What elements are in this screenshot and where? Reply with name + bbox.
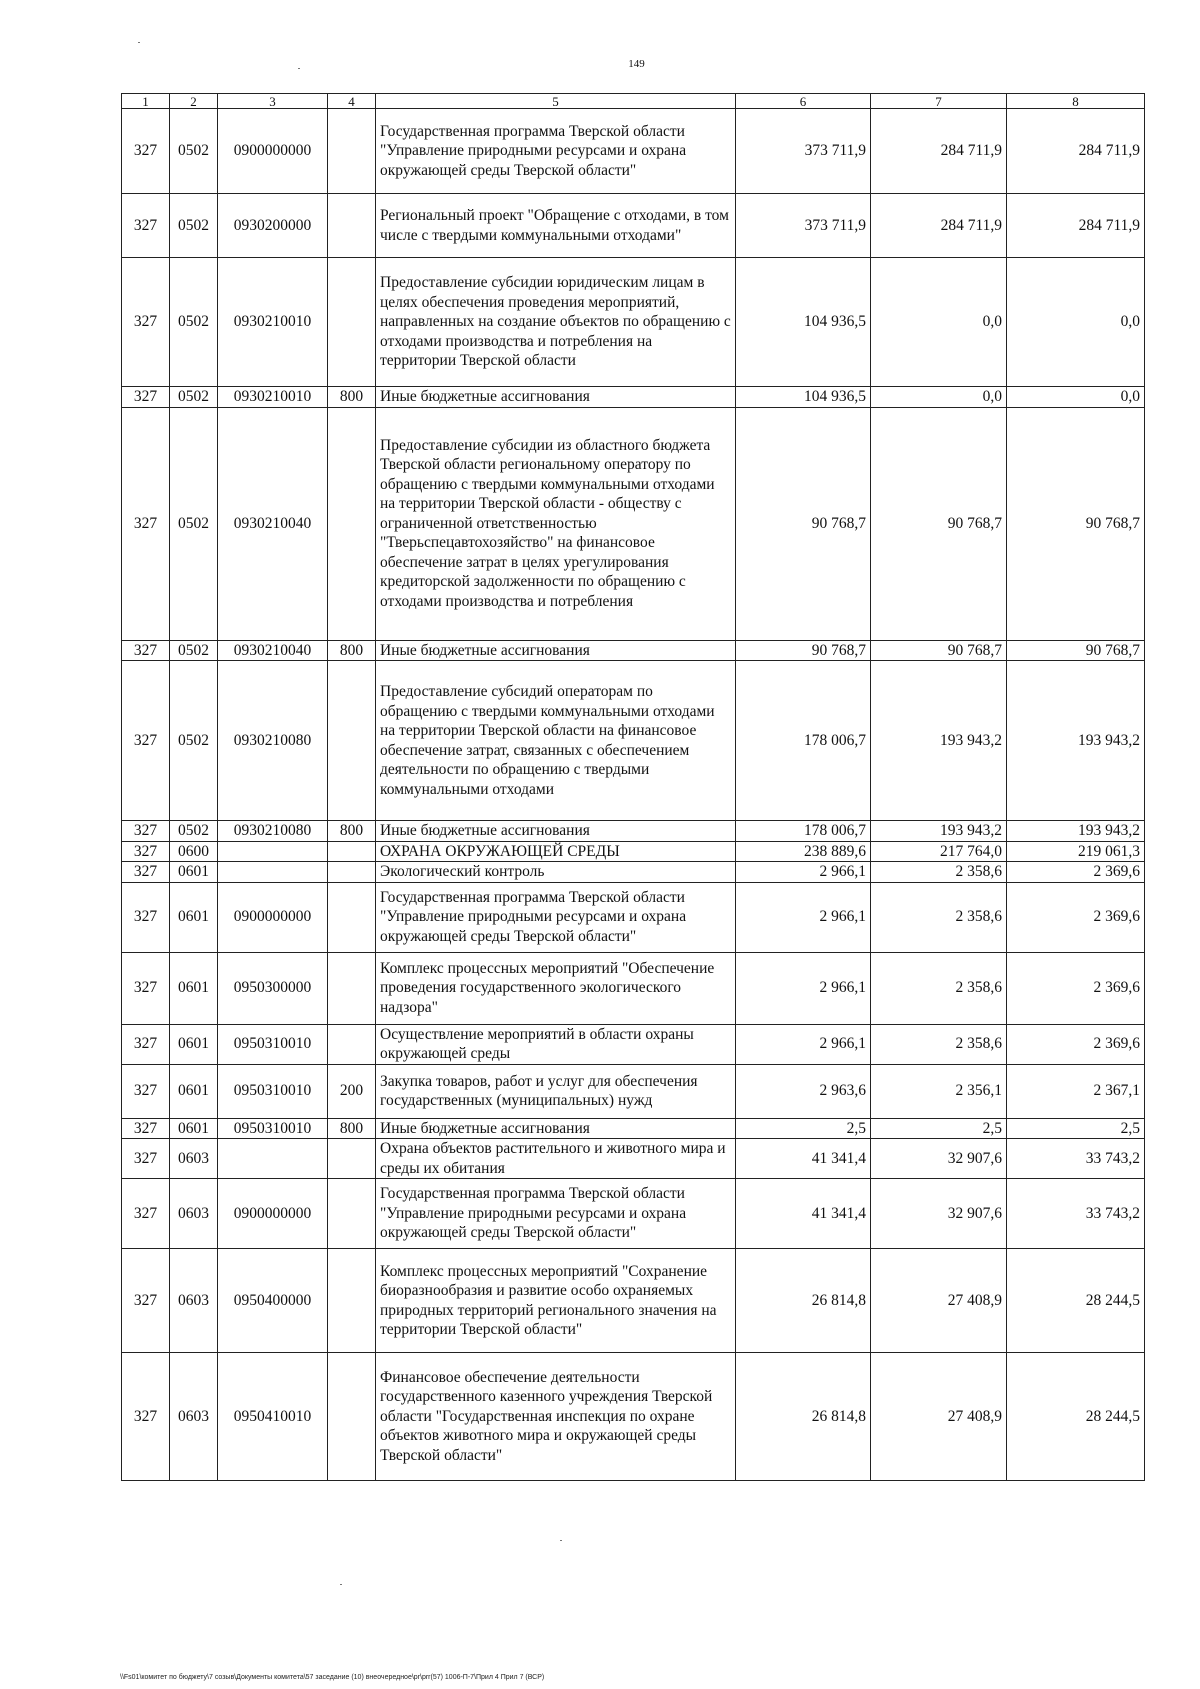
- amount-col-7: 2 358,6: [871, 952, 1007, 1024]
- table-row: [122, 1353, 1145, 1481]
- amount-col-7: 2,5: [871, 1118, 1007, 1139]
- amount-col-8: 0,0: [1007, 387, 1145, 408]
- amount-col-7: 2 358,6: [871, 1024, 1007, 1064]
- amount-col-6: 2 963,6: [736, 1064, 871, 1118]
- amount-col-6: 90 768,7: [736, 407, 871, 640]
- item-name: Региональный проект "Обращение с отходами, в том числе с твердыми коммунальными отходами": [376, 194, 736, 258]
- section-code: 0603: [170, 1353, 218, 1481]
- expense-type-code: 800: [328, 387, 376, 408]
- amount-col-6: 2 966,1: [736, 862, 871, 883]
- table-row: [122, 640, 1145, 661]
- column-header: 1: [122, 94, 170, 109]
- amount-col-7: 27 408,9: [871, 1353, 1007, 1481]
- table-row: [122, 841, 1145, 862]
- budget-code: 327: [122, 258, 170, 387]
- footer-file-path: \\Fs01\комитет по бюджету\7 созыв\Документы комитета\57 заседание (10) внеочередное\pr\prr(57) 1006-П-7\Прил 4 Прил 7 (ВСР): [120, 1674, 545, 1681]
- item-name: Предоставление субсидии из областного бюджета Тверской области региональному оператору по обращению с твердыми коммунальными отходами на территории Тверской области - обществу с ограниченной ответственностью "Тверьспецавтохозяйство" на финансовое обеспечение затрат в целях урегулирования кредиторской задолженности по обращению с отходами производства и потребления: [376, 407, 736, 640]
- scan-speck: [138, 42, 140, 43]
- table-row: [122, 1118, 1145, 1139]
- amount-col-6: 104 936,5: [736, 258, 871, 387]
- table-header-row: [122, 94, 1145, 109]
- amount-col-8: 193 943,2: [1007, 821, 1145, 842]
- column-header: 5: [376, 94, 736, 109]
- amount-col-8: 193 943,2: [1007, 661, 1145, 821]
- amount-col-7: 90 768,7: [871, 640, 1007, 661]
- target-article-code: 0950400000: [218, 1249, 328, 1353]
- table-row: [122, 952, 1145, 1024]
- expense-type-code: 800: [328, 1118, 376, 1139]
- column-header: 7: [871, 94, 1007, 109]
- section-code: 0601: [170, 1118, 218, 1139]
- section-code: 0502: [170, 407, 218, 640]
- expense-type-code: 800: [328, 640, 376, 661]
- amount-col-6: 41 341,4: [736, 1179, 871, 1249]
- scan-speck: [340, 1584, 342, 1585]
- amount-col-8: 90 768,7: [1007, 640, 1145, 661]
- target-article-code: 0900000000: [218, 1179, 328, 1249]
- budget-code: 327: [122, 109, 170, 194]
- section-code: 0502: [170, 258, 218, 387]
- amount-col-6: 26 814,8: [736, 1353, 871, 1481]
- budget-code: 327: [122, 1353, 170, 1481]
- amount-col-7: 2 358,6: [871, 882, 1007, 952]
- amount-col-7: 0,0: [871, 258, 1007, 387]
- expense-type-code: [328, 661, 376, 821]
- amount-col-8: 90 768,7: [1007, 407, 1145, 640]
- expense-type-code: [328, 1024, 376, 1064]
- column-header: 8: [1007, 94, 1145, 109]
- amount-col-6: 373 711,9: [736, 194, 871, 258]
- section-code: 0601: [170, 952, 218, 1024]
- expense-type-code: [328, 952, 376, 1024]
- amount-col-7: 32 907,6: [871, 1139, 1007, 1179]
- amount-col-7: 27 408,9: [871, 1249, 1007, 1353]
- table-row: [122, 194, 1145, 258]
- target-article-code: 0930210080: [218, 821, 328, 842]
- target-article-code: 0930210010: [218, 387, 328, 408]
- item-name: Финансовое обеспечение деятельности государственного казенного учреждения Тверской области "Государственная инспекция по охране объектов животного мира и окружающей среды Тверской области": [376, 1353, 736, 1481]
- section-code: 0502: [170, 661, 218, 821]
- item-name: Государственная программа Тверской области "Управление природными ресурсами и охрана окружающей среды Тверской области": [376, 882, 736, 952]
- section-code: 0502: [170, 821, 218, 842]
- amount-col-7: 90 768,7: [871, 407, 1007, 640]
- target-article-code: [218, 862, 328, 883]
- budget-code: 327: [122, 194, 170, 258]
- target-article-code: 0900000000: [218, 882, 328, 952]
- budget-code: 327: [122, 407, 170, 640]
- section-code: 0601: [170, 1064, 218, 1118]
- amount-col-8: 2 369,6: [1007, 1024, 1145, 1064]
- amount-col-6: 2,5: [736, 1118, 871, 1139]
- item-name: Государственная программа Тверской области "Управление природными ресурсами и охрана окружающей среды Тверской области": [376, 1179, 736, 1249]
- budget-code: 327: [122, 821, 170, 842]
- target-article-code: 0930200000: [218, 194, 328, 258]
- amount-col-8: 33 743,2: [1007, 1139, 1145, 1179]
- item-name: Предоставление субсидии юридическим лицам в целях обеспечения проведения мероприятий, направленных на создание объектов по обращению с отходами производства и потребления на территории Тверской области: [376, 258, 736, 387]
- section-code: 0502: [170, 109, 218, 194]
- amount-col-6: 26 814,8: [736, 1249, 871, 1353]
- target-article-code: 0930210010: [218, 258, 328, 387]
- expense-type-code: [328, 862, 376, 883]
- amount-col-8: 28 244,5: [1007, 1353, 1145, 1481]
- amount-col-7: 284 711,9: [871, 109, 1007, 194]
- budget-code: 327: [122, 841, 170, 862]
- budget-code: 327: [122, 952, 170, 1024]
- target-article-code: [218, 841, 328, 862]
- amount-col-8: 28 244,5: [1007, 1249, 1145, 1353]
- amount-col-7: 2 356,1: [871, 1064, 1007, 1118]
- amount-col-7: 284 711,9: [871, 194, 1007, 258]
- item-name: Государственная программа Тверской области "Управление природными ресурсами и охрана окружающей среды Тверской области": [376, 109, 736, 194]
- section-code: 0601: [170, 862, 218, 883]
- column-header: 3: [218, 94, 328, 109]
- column-header: 6: [736, 94, 871, 109]
- budget-code: 327: [122, 661, 170, 821]
- budget-code: 327: [122, 1024, 170, 1064]
- expense-type-code: [328, 841, 376, 862]
- table-row: [122, 821, 1145, 842]
- page-number: 149: [628, 58, 645, 70]
- section-code: 0600: [170, 841, 218, 862]
- target-article-code: 0950310010: [218, 1024, 328, 1064]
- amount-col-6: 2 966,1: [736, 882, 871, 952]
- expense-type-code: 800: [328, 821, 376, 842]
- amount-col-8: 284 711,9: [1007, 109, 1145, 194]
- amount-col-8: 219 061,3: [1007, 841, 1145, 862]
- expense-type-code: [328, 1353, 376, 1481]
- target-article-code: 0950300000: [218, 952, 328, 1024]
- amount-col-7: 217 764,0: [871, 841, 1007, 862]
- amount-col-6: 2 966,1: [736, 952, 871, 1024]
- table-row: [122, 1024, 1145, 1064]
- target-article-code: [218, 1139, 328, 1179]
- budget-code: 327: [122, 1249, 170, 1353]
- amount-col-8: 2,5: [1007, 1118, 1145, 1139]
- table-row: [122, 1249, 1145, 1353]
- item-name: Комплекс процессных мероприятий "Обеспечение проведения государственного экологического надзора": [376, 952, 736, 1024]
- table-row: [122, 1064, 1145, 1118]
- amount-col-8: 284 711,9: [1007, 194, 1145, 258]
- expense-type-code: [328, 407, 376, 640]
- budget-code: 327: [122, 882, 170, 952]
- target-article-code: 0950310010: [218, 1064, 328, 1118]
- section-code: 0502: [170, 387, 218, 408]
- table-row: [122, 862, 1145, 883]
- amount-col-7: 2 358,6: [871, 862, 1007, 883]
- amount-col-6: 238 889,6: [736, 841, 871, 862]
- budget-table: [121, 93, 1145, 1481]
- item-name: Иные бюджетные ассигнования: [376, 1118, 736, 1139]
- expense-type-code: [328, 1249, 376, 1353]
- table-row: [122, 1179, 1145, 1249]
- budget-code: 327: [122, 1139, 170, 1179]
- expense-type-code: [328, 258, 376, 387]
- amount-col-6: 178 006,7: [736, 821, 871, 842]
- budget-code: 327: [122, 1064, 170, 1118]
- target-article-code: 0930210080: [218, 661, 328, 821]
- amount-col-8: 2 369,6: [1007, 862, 1145, 883]
- amount-col-6: 2 966,1: [736, 1024, 871, 1064]
- target-article-code: 0930210040: [218, 640, 328, 661]
- table-row: [122, 258, 1145, 387]
- budget-code: 327: [122, 862, 170, 883]
- section-code: 0601: [170, 1024, 218, 1064]
- amount-col-7: 193 943,2: [871, 661, 1007, 821]
- table-row: [122, 1139, 1145, 1179]
- table-row: [122, 661, 1145, 821]
- amount-col-8: 2 367,1: [1007, 1064, 1145, 1118]
- column-header: 4: [328, 94, 376, 109]
- budget-code: 327: [122, 1179, 170, 1249]
- amount-col-8: 2 369,6: [1007, 952, 1145, 1024]
- scan-speck: [560, 1540, 562, 1541]
- amount-col-8: 0,0: [1007, 258, 1145, 387]
- expense-type-code: [328, 882, 376, 952]
- amount-col-7: 32 907,6: [871, 1179, 1007, 1249]
- target-article-code: 0950410010: [218, 1353, 328, 1481]
- expense-type-code: [328, 194, 376, 258]
- expense-type-code: [328, 109, 376, 194]
- amount-col-6: 373 711,9: [736, 109, 871, 194]
- table-row: [122, 407, 1145, 640]
- expense-type-code: [328, 1179, 376, 1249]
- item-name: Иные бюджетные ассигнования: [376, 640, 736, 661]
- table-row: [122, 387, 1145, 408]
- section-code: 0603: [170, 1179, 218, 1249]
- item-name: Закупка товаров, работ и услуг для обеспечения государственных (муниципальных) нужд: [376, 1064, 736, 1118]
- section-code: 0603: [170, 1249, 218, 1353]
- item-name: Иные бюджетные ассигнования: [376, 821, 736, 842]
- section-code: 0502: [170, 194, 218, 258]
- target-article-code: 0950310010: [218, 1118, 328, 1139]
- item-name: Комплекс процессных мероприятий "Сохранение биоразнообразия и развитие особо охраняемых природных территорий регионального значения на территории Тверской области": [376, 1249, 736, 1353]
- budget-code: 327: [122, 1118, 170, 1139]
- item-name: Предоставление субсидий операторам по обращению с твердыми коммунальными отходами на территории Тверской области на финансовое обеспечение затрат, связанных с обеспечением деятельности по обращению с твердыми коммунальными отходами: [376, 661, 736, 821]
- budget-code: 327: [122, 640, 170, 661]
- expense-type-code: 200: [328, 1064, 376, 1118]
- section-code: 0601: [170, 882, 218, 952]
- budget-code: 327: [122, 387, 170, 408]
- amount-col-7: 193 943,2: [871, 821, 1007, 842]
- amount-col-7: 0,0: [871, 387, 1007, 408]
- item-name: Осуществление мероприятий в области охраны окружающей среды: [376, 1024, 736, 1064]
- amount-col-6: 41 341,4: [736, 1139, 871, 1179]
- amount-col-6: 104 936,5: [736, 387, 871, 408]
- section-code: 0603: [170, 1139, 218, 1179]
- amount-col-8: 33 743,2: [1007, 1179, 1145, 1249]
- column-header: 2: [170, 94, 218, 109]
- item-name: Иные бюджетные ассигнования: [376, 387, 736, 408]
- amount-col-6: 90 768,7: [736, 640, 871, 661]
- expense-type-code: [328, 1139, 376, 1179]
- scan-speck: [298, 68, 300, 69]
- item-name: Охрана объектов растительного и животного мира и среды их обитания: [376, 1139, 736, 1179]
- target-article-code: 0900000000: [218, 109, 328, 194]
- item-name: ОХРАНА ОКРУЖАЮЩЕЙ СРЕДЫ: [376, 841, 736, 862]
- amount-col-6: 178 006,7: [736, 661, 871, 821]
- table-row: [122, 109, 1145, 194]
- amount-col-8: 2 369,6: [1007, 882, 1145, 952]
- section-code: 0502: [170, 640, 218, 661]
- table-row: [122, 882, 1145, 952]
- target-article-code: 0930210040: [218, 407, 328, 640]
- item-name: Экологический контроль: [376, 862, 736, 883]
